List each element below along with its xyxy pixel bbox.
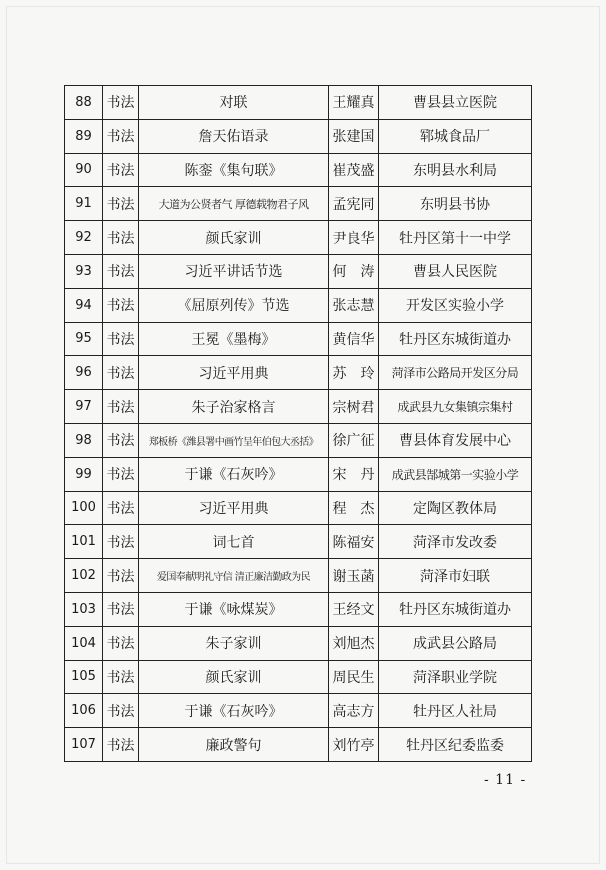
row-title: 廉政警句	[139, 728, 329, 762]
row-author: 张志慧	[329, 288, 379, 322]
table-row	[65, 728, 532, 762]
row-unit: 曹县人民医院	[379, 254, 532, 288]
row-category: 书法	[103, 728, 139, 762]
row-number: 100	[65, 491, 103, 525]
row-number: 90	[65, 153, 103, 187]
row-category: 书法	[103, 390, 139, 424]
table-row	[65, 559, 532, 593]
table-row	[65, 491, 532, 525]
row-author: 陈福安	[329, 525, 379, 559]
row-category: 书法	[103, 423, 139, 457]
row-author: 黄信华	[329, 322, 379, 356]
table-row	[65, 390, 532, 424]
row-number: 106	[65, 694, 103, 728]
table-row	[65, 254, 532, 288]
row-category: 书法	[103, 119, 139, 153]
row-category: 书法	[103, 153, 139, 187]
row-unit: 菏泽市发改委	[379, 525, 532, 559]
table-row	[65, 119, 532, 153]
row-author: 刘竹亭	[329, 728, 379, 762]
row-title: 习近平用典	[139, 356, 329, 390]
row-number: 103	[65, 592, 103, 626]
row-title: 于谦《石灰吟》	[139, 457, 329, 491]
row-title: 王冕《墨梅》	[139, 322, 329, 356]
row-category: 书法	[103, 288, 139, 322]
row-unit: 东明县水利局	[379, 153, 532, 187]
row-title: 于谦《石灰吟》	[139, 694, 329, 728]
row-author: 周民生	[329, 660, 379, 694]
row-number: 99	[65, 457, 103, 491]
row-category: 书法	[103, 254, 139, 288]
row-author: 苏 玲	[329, 356, 379, 390]
row-title: 詹天佑语录	[139, 119, 329, 153]
row-unit: 东明县书协	[379, 187, 532, 221]
table-row	[65, 322, 532, 356]
row-unit: 牡丹区纪委监委	[379, 728, 532, 762]
row-author: 高志方	[329, 694, 379, 728]
row-title: 朱子家训	[139, 626, 329, 660]
table-row	[65, 356, 532, 390]
row-title: 《屈原列传》节选	[139, 288, 329, 322]
row-title: 颜氏家训	[139, 221, 329, 255]
row-number: 102	[65, 559, 103, 593]
row-number: 94	[65, 288, 103, 322]
table-row	[65, 694, 532, 728]
row-unit: 曹县体育发展中心	[379, 423, 532, 457]
table-row	[65, 525, 532, 559]
row-author: 崔茂盛	[329, 153, 379, 187]
row-number: 92	[65, 221, 103, 255]
row-author: 尹良华	[329, 221, 379, 255]
row-category: 书法	[103, 322, 139, 356]
row-category: 书法	[103, 457, 139, 491]
row-title: 颜氏家训	[139, 660, 329, 694]
row-author: 张建国	[329, 119, 379, 153]
row-category: 书法	[103, 86, 139, 120]
row-author: 宋 丹	[329, 457, 379, 491]
row-category: 书法	[103, 356, 139, 390]
row-category: 书法	[103, 694, 139, 728]
row-unit: 牡丹区第十一中学	[379, 221, 532, 255]
row-title: 郑板桥《潍县署中画竹呈年伯包大丞括》	[139, 423, 329, 457]
row-category: 书法	[103, 660, 139, 694]
table-row	[65, 187, 532, 221]
row-number: 95	[65, 322, 103, 356]
row-category: 书法	[103, 559, 139, 593]
row-number: 105	[65, 660, 103, 694]
table-row	[65, 626, 532, 660]
row-author: 何 涛	[329, 254, 379, 288]
row-category: 书法	[103, 525, 139, 559]
row-category: 书法	[103, 491, 139, 525]
row-category: 书法	[103, 626, 139, 660]
row-unit: 定陶区教体局	[379, 491, 532, 525]
row-author: 刘旭杰	[329, 626, 379, 660]
row-author: 宗树君	[329, 390, 379, 424]
row-unit: 成武县公路局	[379, 626, 532, 660]
row-unit: 郓城食品厂	[379, 119, 532, 153]
row-author: 谢玉菡	[329, 559, 379, 593]
row-number: 93	[65, 254, 103, 288]
row-unit: 牡丹区东城街道办	[379, 592, 532, 626]
row-title: 爱国奉献明礼守信 清正廉洁勤政为民	[139, 559, 329, 593]
row-unit: 成武县九女集镇宗集村	[379, 390, 532, 424]
row-author: 王耀真	[329, 86, 379, 120]
row-unit: 牡丹区东城街道办	[379, 322, 532, 356]
table-row	[65, 288, 532, 322]
row-number: 96	[65, 356, 103, 390]
table-row	[65, 221, 532, 255]
row-unit: 曹县县立医院	[379, 86, 532, 120]
table-row	[65, 423, 532, 457]
row-unit: 菏泽职业学院	[379, 660, 532, 694]
row-title: 习近平讲话节选	[139, 254, 329, 288]
row-number: 107	[65, 728, 103, 762]
row-title: 对联	[139, 86, 329, 120]
page-number: - 11 -	[484, 772, 527, 788]
row-category: 书法	[103, 592, 139, 626]
row-unit: 开发区实验小学	[379, 288, 532, 322]
table-row	[65, 86, 532, 120]
row-unit: 菏泽市妇联	[379, 559, 532, 593]
row-author: 程 杰	[329, 491, 379, 525]
row-category: 书法	[103, 187, 139, 221]
row-number: 104	[65, 626, 103, 660]
row-number: 91	[65, 187, 103, 221]
table-row	[65, 153, 532, 187]
row-number: 97	[65, 390, 103, 424]
row-title: 大道为公贤者气 厚德载物君子风	[139, 187, 329, 221]
row-author: 王经文	[329, 592, 379, 626]
table-row	[65, 457, 532, 491]
row-author: 孟宪同	[329, 187, 379, 221]
row-title: 于谦《咏煤炭》	[139, 592, 329, 626]
row-unit: 成武县郜城第一实验小学	[379, 457, 532, 491]
row-unit: 菏泽市公路局开发区分局	[379, 356, 532, 390]
row-title: 朱子治家格言	[139, 390, 329, 424]
row-title: 习近平用典	[139, 491, 329, 525]
row-title: 陈銮《集句联》	[139, 153, 329, 187]
row-unit: 牡丹区人社局	[379, 694, 532, 728]
row-title: 词七首	[139, 525, 329, 559]
row-category: 书法	[103, 221, 139, 255]
row-number: 89	[65, 119, 103, 153]
row-author: 徐广征	[329, 423, 379, 457]
row-number: 101	[65, 525, 103, 559]
row-number: 88	[65, 86, 103, 120]
table-row	[65, 592, 532, 626]
award-list-table	[64, 85, 532, 762]
row-number: 98	[65, 423, 103, 457]
table-row	[65, 660, 532, 694]
